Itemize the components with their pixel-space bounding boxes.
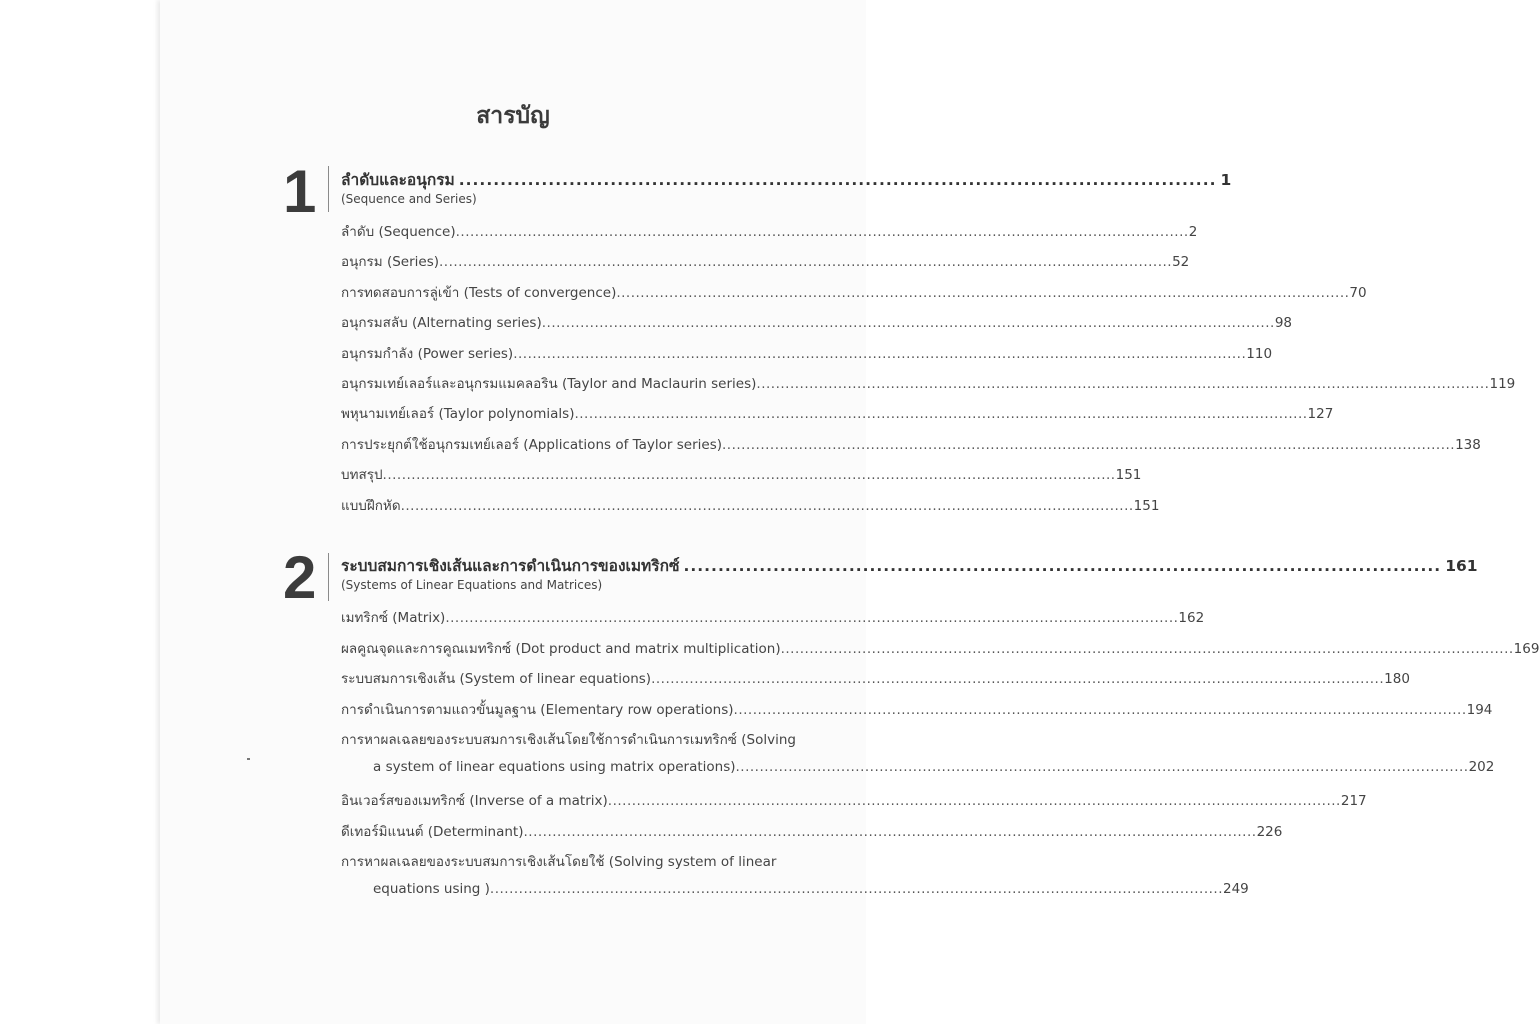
chapter-1-page: 1 [1220, 171, 1232, 189]
leader-dots: ......................................................................................................................................................... [513, 346, 1247, 362]
toc-entry[interactable] [341, 281, 1367, 303]
toc-entry-page: 162 [1178, 610, 1205, 626]
toc-entry-page: 2 [1188, 224, 1198, 240]
toc-entry-title: การประยุกต์ใช้อนุกรมเทย์เลอร์ (Applications of Taylor series) [341, 437, 722, 453]
chapter-2-number: 2 [283, 544, 317, 611]
chapter-2-page: 161 [1445, 557, 1478, 575]
leader-dots: ......................................................................................................................................................... [574, 406, 1308, 422]
toc-entry-title: อนุกรมสลับ (Alternating series) [341, 315, 542, 331]
toc-entry-title: การทดสอบการลู่เข้า (Tests of convergence) [341, 285, 617, 301]
toc-entry[interactable] [341, 342, 1273, 364]
leader-dots: .............................................................................................................. [458, 171, 1217, 189]
toc-entry-title: a system of linear equations using matrix operations) [373, 759, 736, 775]
toc-entry[interactable] [341, 698, 1493, 720]
leader-dots: ......................................................................................................................................................... [489, 881, 1223, 897]
toc-entry-page: 226 [1256, 824, 1283, 840]
toc-entry[interactable] [341, 250, 1190, 272]
toc-entry[interactable] [341, 402, 1334, 424]
toc-entry[interactable] [341, 637, 1539, 659]
toc-entry-title: equations using ) [373, 881, 490, 897]
toc-entry-page: 98 [1274, 315, 1292, 331]
toc-entry-page: 151 [1133, 498, 1160, 514]
toc-entry-title: พหุนามเทย์เลอร์ (Taylor polynomials) [341, 406, 575, 422]
leader-dots: ......................................................................................................................................................... [382, 467, 1116, 483]
chapter-1-heading [341, 167, 1232, 192]
leader-dots: ......................................................................................................................................................... [439, 254, 1173, 270]
chapter-1-divider [328, 166, 329, 212]
toc-entry-title: เมทริกซ์ (Matrix) [341, 610, 446, 626]
toc-entry[interactable] [341, 433, 1481, 455]
toc-entry[interactable] [341, 311, 1292, 333]
toc-entry[interactable] [341, 789, 1367, 811]
toc-entry-page: 217 [1340, 793, 1367, 809]
toc-entry-line1: การหาผลเฉลยของระบบสมการเชิงเส้นโดยใช้การดำเนินการเมทริกซ์ (Solving [341, 732, 796, 748]
toc-entry[interactable] [341, 820, 1283, 842]
chapter-2-heading [341, 553, 1478, 578]
toc-entry-page: 151 [1115, 467, 1142, 483]
toc-entry[interactable] [341, 372, 1516, 394]
toc-entry-title: อนุกรมกำลัง (Power series) [341, 346, 514, 362]
toc-entry-title: อนุกรมเทย์เลอร์และอนุกรมแมคลอริน (Taylor and Maclaurin series) [341, 376, 757, 392]
toc-entry-page: 169 [1513, 641, 1539, 657]
leader-dots: ......................................................................................................................................................... [722, 437, 1456, 453]
toc-entry[interactable] [341, 463, 1142, 485]
leader-dots: ......................................................................................................................................................... [523, 824, 1257, 840]
leader-dots: .............................................................................................................. [683, 557, 1442, 575]
toc-entry-title: อนุกรม (Series) [341, 254, 440, 270]
toc-entry[interactable] [373, 759, 1495, 775]
toc-entry-title: ระบบสมการเชิงเส้น (System of linear equations) [341, 671, 652, 687]
toc-entry[interactable] [341, 494, 1160, 516]
toc-entry[interactable] [341, 667, 1410, 689]
toc-entry-page: 70 [1349, 285, 1367, 301]
leader-dots: ......................................................................................................................................................... [455, 224, 1189, 240]
toc-entry[interactable] [341, 220, 1198, 242]
leader-dots: ......................................................................................................................................................... [780, 641, 1514, 657]
toc-entry-page: 119 [1489, 376, 1516, 392]
toc-entry-title: บทสรุป [341, 467, 383, 483]
leader-dots: ......................................................................................................................................................... [651, 671, 1385, 687]
toc-entry-title: ลำดับ (Sequence) [341, 224, 456, 240]
leader-dots: ......................................................................................................................................................... [445, 610, 1179, 626]
toc-entry-page: 194 [1466, 702, 1493, 718]
toc-entry[interactable] [373, 881, 1249, 897]
chapter-1-number: 1 [283, 158, 317, 225]
toc-entry-title: ผลคูณจุดและการคูณเมทริกซ์ (Dot product and matrix multiplication) [341, 641, 781, 657]
chapter-1-subtitle: (Sequence and Series) [341, 192, 477, 206]
leader-dots: ......................................................................................................................................................... [400, 498, 1134, 514]
chapter-1-title: ลำดับและอนุกรม [341, 171, 455, 189]
chapter-2-divider [328, 553, 329, 601]
toc-entry-page: 110 [1246, 346, 1273, 362]
chapter-2-subtitle: (Systems of Linear Equations and Matrices) [341, 578, 603, 592]
toc-entry-page: 249 [1223, 881, 1249, 897]
toc-entry-title: แบบฝึกหัด [341, 498, 401, 514]
toc-entry-page: 202 [1468, 759, 1495, 775]
leader-dots: ......................................................................................................................................................... [735, 759, 1469, 775]
toc-entry-title: อินเวอร์สของเมทริกซ์ (Inverse of a matrix) [341, 793, 608, 809]
toc-entry-line1: การหาผลเฉลยของระบบสมการเชิงเส้นโดยใช้ (Solving system of linear [341, 854, 777, 870]
toc-entry-page: 180 [1384, 671, 1410, 687]
toc-entry-page: 127 [1307, 406, 1334, 422]
leader-dots: ......................................................................................................................................................... [607, 793, 1341, 809]
chapter-2-title: ระบบสมการเชิงเส้นและการดำเนินการของเมทริกซ์ [341, 557, 680, 575]
toc-entry-page: 52 [1172, 254, 1190, 270]
leader-dots: ......................................................................................................................................................... [756, 376, 1490, 392]
toc-entry-title: การดำเนินการตามแถวขั้นมูลฐาน (Elementary row operations) [341, 702, 734, 718]
toc-entry[interactable] [341, 606, 1205, 628]
leader-dots: ......................................................................................................................................................... [541, 315, 1275, 331]
leader-dots: ......................................................................................................................................................... [733, 702, 1467, 718]
scan-speck [247, 758, 250, 760]
leader-dots: ......................................................................................................................................................... [616, 285, 1350, 301]
toc-entry-page: 138 [1455, 437, 1481, 453]
page-title: สารบัญ [476, 103, 550, 129]
toc-entry-title: ดีเทอร์มิแนนต์ (Determinant) [341, 824, 524, 840]
